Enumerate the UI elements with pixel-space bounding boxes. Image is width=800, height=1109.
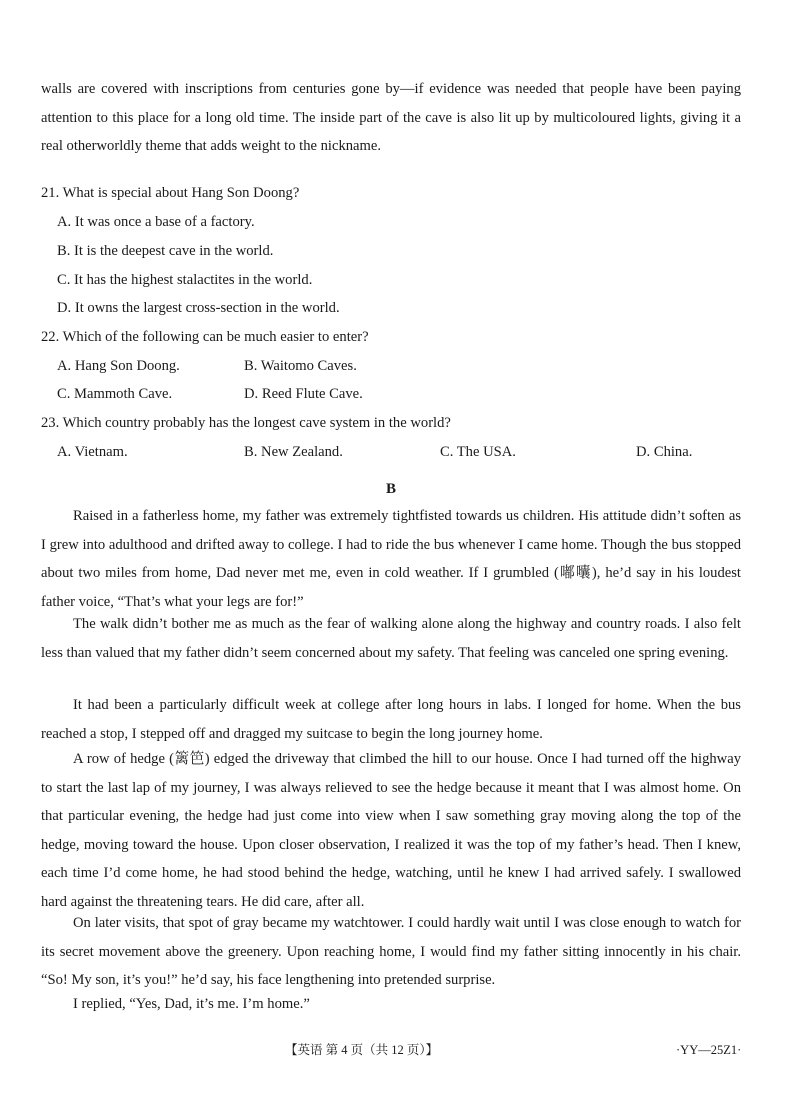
question-22-option-c: C. Mammoth Cave. <box>57 386 173 402</box>
question-23-option-b: B. New Zealand. <box>244 444 343 460</box>
question-23-option-c: C. The USA. <box>440 444 516 460</box>
intro-paragraph: walls are covered with inscriptions from centuries gone by—if evidence was needed that people have been paying attention to this place for a long old time. The inside part of the cave is also lit up by multicoloured lights, giving it a real otherworldly theme that adds weight to the nickname. <box>41 81 741 155</box>
question-21-stem: 21. What is special about Hang Son Doong? <box>41 185 300 201</box>
question-21-option-c: C. It has the highest stalactites in the world. <box>57 272 313 288</box>
footer-code: ·YY—25Z1· <box>676 1043 742 1057</box>
question-21-option-a: A. It was once a base of a factory. <box>57 214 255 230</box>
question-22-option-a: A. Hang Son Doong. <box>57 358 180 374</box>
passage-b-paragraph-6: I replied, “Yes, Dad, it’s me. I’m home.” <box>73 996 310 1012</box>
question-23-stem: 23. Which country probably has the longest cave system in the world? <box>41 415 451 431</box>
question-23-option-a: A. Vietnam. <box>57 444 128 460</box>
passage-b-paragraph-5: On later visits, that spot of gray became my watchtower. I could hardly wait until I was close enough to watch for its secret movement above the greenery. Upon reaching home, I would find my father sitting innocently in his chair. “So! My son, it’s you!” he’d say, his face lengthening into pretended surprise. <box>41 915 741 989</box>
footer-page-label: 【英语 第 4 页（共 12 页）】 <box>285 1043 439 1057</box>
passage-b-paragraph-2: The walk didn’t bother me as much as the fear of walking alone along the highway and country roads. I also felt less than valued that my father didn’t seem concerned about my safety. That feeling was canceled one spring evening. <box>41 616 741 661</box>
passage-b-paragraph-4: A row of hedge (篱笆) edged the driveway that climbed the hill to our house. Once I had turned off the highway to start the last lap of my journey, I was always relieved to see the hedge because it meant that I was almost home. On that particular evening, the hedge had just come into view when I saw something gray moving along the top of the hedge, moving toward the house. Upon closer observation, I realized it was the top of my father’s head. Then I knew, each time I’d come home, he had stood behind the hedge, watching, until he knew I had arrived safely. I swallowed hard against the threatening tears. He did care, after all. <box>41 751 741 910</box>
question-23-option-d: D. China. <box>636 444 693 460</box>
passage-b-paragraph-1: Raised in a fatherless home, my father was extremely tightfisted towards us children. His attitude didn’t soften as I grew into adulthood and drifted away to college. I had to ride the bus whenever I came home. Though the bus stopped about two miles from home, Dad never met me, even in cold weather. If I grumbled (嘟囔), he’d say in his loudest father voice, “That’s what your legs are for!” <box>41 508 741 610</box>
question-21-option-b: B. It is the deepest cave in the world. <box>57 243 274 259</box>
passage-b-paragraph-3: It had been a particularly difficult week at college after long hours in labs. I longed for home. When the bus reached a stop, I stepped off and dragged my suitcase to begin the long journey home. <box>41 697 741 742</box>
question-22-option-d: D. Reed Flute Cave. <box>244 386 363 402</box>
section-b-title: B <box>385 481 396 497</box>
question-22-stem: 22. Which of the following can be much easier to enter? <box>41 329 369 345</box>
question-22-option-b: B. Waitomo Caves. <box>244 358 357 374</box>
question-21-option-d: D. It owns the largest cross-section in the world. <box>57 300 340 316</box>
